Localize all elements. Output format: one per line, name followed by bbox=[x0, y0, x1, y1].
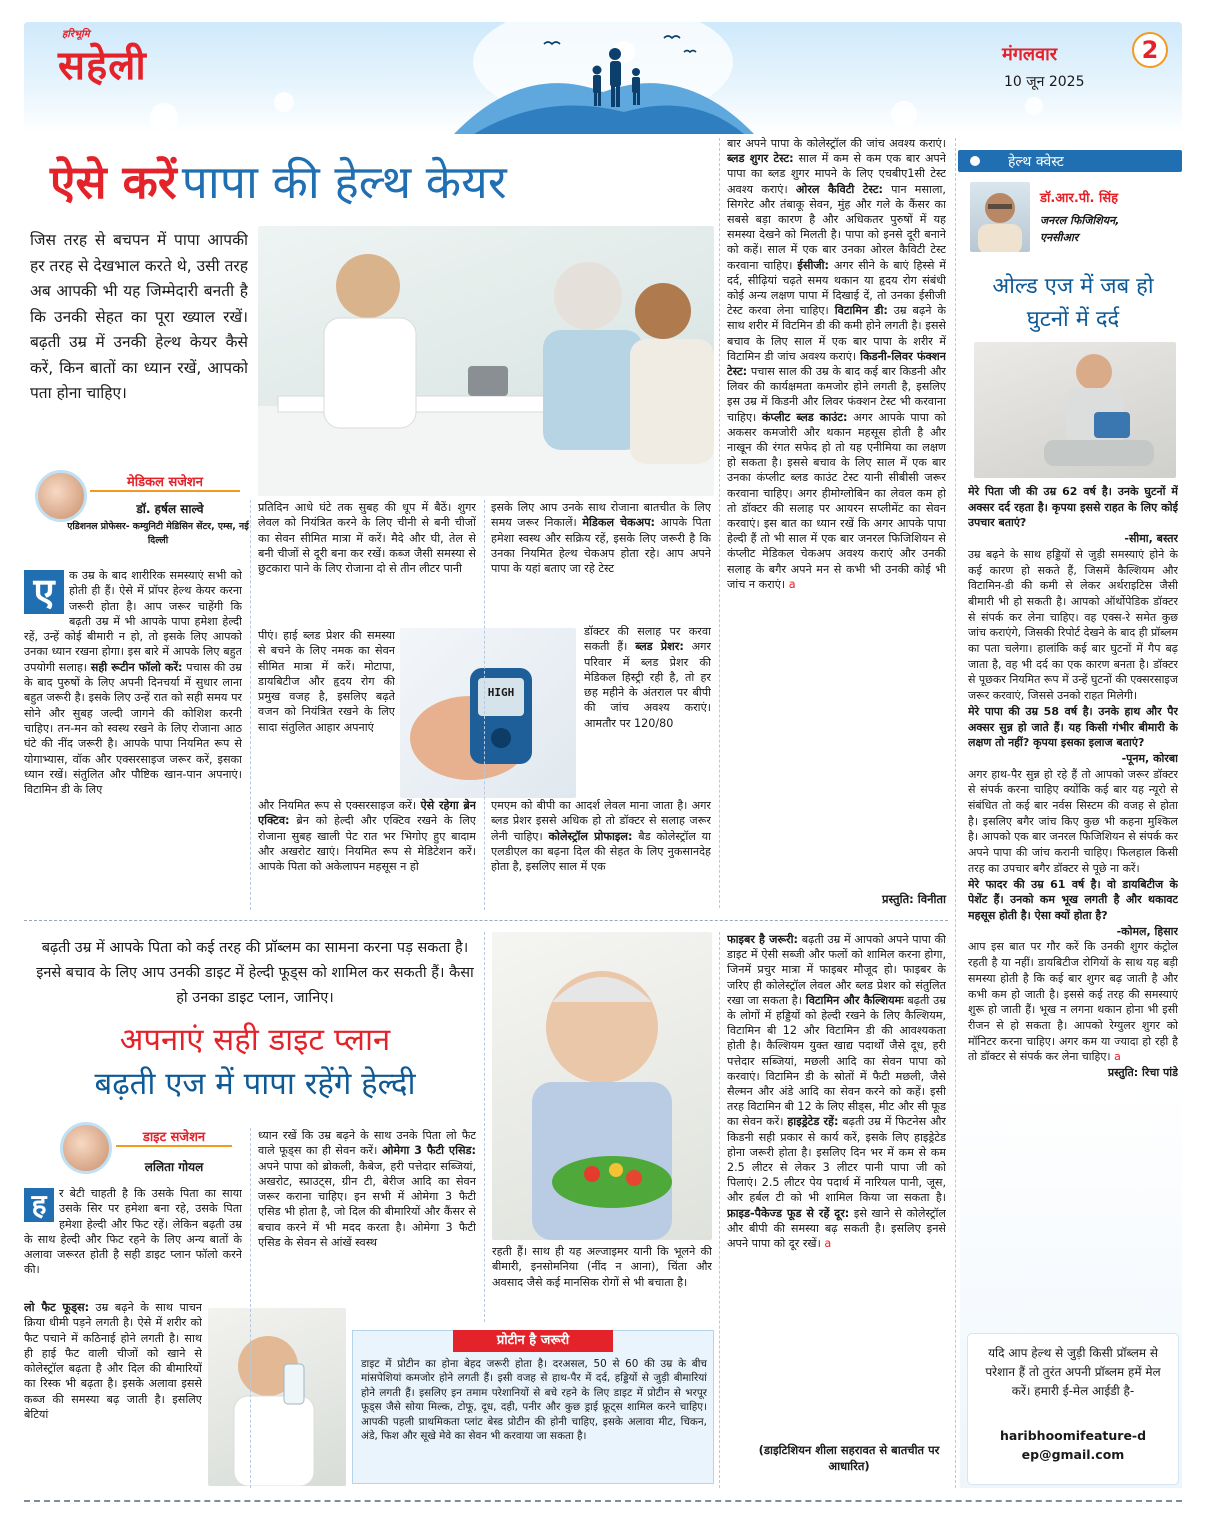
a2: अगर हाथ-पैर सुन्न हो रहे हैं तो आपको जरूर डॉक्टर से संपर्क करना चाहिए क्योंकि कई बार यह न्यूरो से संबंधित तो कई बार नर्वस सिस्टम की वजह से होता है। इसलिए बगैर जांच किए कुछ भी कहना मुश्किल है। आपको एक बार जनरल फिजिशियन से संपर्क कर अपने पापा की जांच करानी चाहिए। फिलहाल किसी तरह का उपचार बगैर डॉक्टर से पूछे ना करें। bbox=[968, 767, 1178, 875]
q1-by: -सीमा, बस्तर bbox=[1124, 532, 1178, 546]
doctor-title: जनरल फिजिशियन, एनसीआर bbox=[1040, 214, 1120, 244]
article1-col2-top-text: प्रतिदिन आधे घंटे तक सुबह की धूप में बैठें। शुगर लेवल को नियंत्रित करने के लिए चीनी से बनी चीजों का सेवन सीमित मात्रा में करें। मैदे और घी, तेल से बनी चीजों से दूरी बना कर रखें। कब्ज जैसी समस्या से छुटकारा पाने के लिए रोजाना दो से तीन लीटर पानी bbox=[258, 501, 476, 576]
q3: मेरे फादर की उम्र 61 वर्ष है। वो डायबिटीज के पेशेंट हैं। उनको कम भूख लगती है और थकावट महसूस होती है। ऐसा क्यों होता है? bbox=[968, 877, 1178, 922]
glucose-reading: HIGH bbox=[487, 686, 515, 699]
header-date: 10 जून 2025 bbox=[1004, 74, 1085, 90]
article2-col4-h2: विटामिन और कैल्शियमः bbox=[805, 993, 904, 1007]
protein-box bbox=[352, 1330, 714, 1484]
article1-col4-p5: पचास साल की उम्र के बाद कई बार किडनी और लिवर की कार्यक्षमता कमजोर होने लगती है, इसलिए इस उम्र में किडनी और लिवर फंक्शन टेस्ट भी करवाना चाहिए। bbox=[727, 365, 946, 424]
article2-col1-h1: लो फैट फूड्स: bbox=[24, 1301, 90, 1314]
sidebar-credit: प्रस्तुति: रिचा पांडे bbox=[1107, 1066, 1178, 1080]
article1-title bbox=[50, 150, 710, 220]
article2-col4-h1: फाइबर है जरूरी: bbox=[727, 933, 799, 946]
article1-col4-p1: साल में कम से कम एक बार अपने पापा का ब्लड शुगर मापने के लिए एचबीए1सी टेस्ट अवश्य कराएं। bbox=[727, 152, 946, 196]
article2-col4-h4: फ्राइड-पैकेज्ड फूड से रहें दूर: bbox=[727, 1206, 850, 1220]
page-number: 2 bbox=[1132, 32, 1168, 68]
a3: आप इस बात पर गौर करें कि उनकी शुगर कंट्रोल रहती है या नहीं। डायबिटीज रोगियों के साथ यह बड़ी समस्या होती है कि कई बार शुगर बढ़ जाती है और कभी कम हो जाती है। इससे कई तरह की समस्याएं शुरू हो जाती हैं। भूख न लगना थकान होना भी इसी रीजन से हो सकता है। आपको रेग्युलर शुगर को मॉनिटर करना चाहिए। अगर कम या ज्यादा हो रही है तो डॉक्टर से संपर्क कर लेना चाहिए। bbox=[968, 940, 1178, 1064]
sidebar-section-title: हेल्थ क्वेस्ट bbox=[1008, 154, 1064, 170]
article1-col3-h2: ब्लड प्रेशर: bbox=[635, 640, 684, 654]
sidebar-end-mark: a bbox=[1114, 1050, 1121, 1064]
mail-box bbox=[968, 1334, 1178, 1484]
medical-expert-title: एडिशनल प्रोफेसर- कम्युनिटी मेडिसिन सेंटर, एम्स, नई दिल्ली bbox=[67, 521, 249, 546]
article1-end-mark: a bbox=[788, 577, 796, 591]
diet-expert-tag: डाइट सजेशन bbox=[116, 1127, 232, 1147]
header-banner bbox=[24, 22, 1182, 134]
article2-title1: अपनाएं सही डाइट प्लान bbox=[119, 1022, 391, 1058]
article1-col3-p1: आपके पिता हमेशा स्वस्थ और सक्रिय रहें, इसके लिए जरूरी है कि उनका नियमित हेल्थ चेकअप होता रहे। आप अपने पापा के यहां बताए जा रहे टेस्ट bbox=[491, 516, 711, 576]
article1-col4-p2: पान मसाला, सिगरेट और तंबाकू सेवन, मुंह और गले के कैंसर का सबसे बड़ा कारण है और अधिकतर पुरुषों में यह समस्या देखने को मिलती है। पापा को इनसे दूरी बनाने को कहें। साल में एक बार उनका ओरल कैविटी टेस्ट करवाना चाहिए। bbox=[727, 182, 946, 272]
article1-col2-bot bbox=[258, 798, 476, 910]
article1-col1-h1: सही रूटीन फॉलो करें: bbox=[90, 660, 183, 674]
article1-title-a: ऐसे करें bbox=[50, 155, 177, 209]
knee-pain-photo bbox=[974, 342, 1176, 478]
protein-text: डाइट में प्रोटीन का होना बेहद जरूरी होता है। दरअसल, 50 से 60 की उम्र के बीच मांसपेशियां कमजोर होने लगती हैं। इसी वजह से हाथ-पैर में दर्द, हड्डियों से जुड़ी बीमारियां होने लगती हैं। इसलिए इन तमाम परेशानियों से बचे रहने के लिए डाइट में प्रोटीन से भरपूर फूड्स जैसे सोया मिल्क, टोफू, दूध, दही, पनीर और कुछ ड्राई फ्रूट्स शामिल करने चाहिए। आपकी पहली प्राथमिकता प्लांट बेस्ड प्रोटीन की होनी चाहिए, इसके अलावा मीट, चिकन, अंडे, फिश और सूखे मेवे का सेवन भी करवाया जा सकता है। bbox=[361, 1358, 707, 1443]
article1-col1-text: क उम्र के बाद शारीरिक समस्याएं सभी को होती ही हैं। ऐसे में प्रॉपर हेल्थ केयर करना जरूरी होता है। आप जरूर चाहेंगी कि बढ़ती उम्र में भी आपके पापा हमेशा हेल्दी रहें, उन्हें कोई बीमारी न हो, तो इसके लिए आपको उनका ध्यान रखना होगा। इस बारे में आपके लिए बहुत उपयोगी सलाह। bbox=[24, 569, 242, 674]
article2-col2 bbox=[258, 1128, 476, 1312]
article2-col4-h3: हाइड्रेटेड रहें: bbox=[787, 1115, 839, 1129]
article1-intro: जिस तरह से बचपन में पापा आपकी हर तरह से देखभाल करते थे, उसी तरह अब आपकी भी यह जिम्मेदारी बनती है कि उनकी सेहत का पूरा ख्याल रखें। बढ़ती उम्र में उनकी हेल्थ केयर कैसे करें, किन बातों का ध्यान रखें, आपको पता होना चाहिए। bbox=[30, 231, 248, 402]
article2-col1-text: र बेटी चाहती है कि उसके पिता का साया उसके सिर पर हमेशा बना रहे, उसके पिता हमेशा हेल्दी और फिट रहें। लेकिन बढ़ती उम्र के साथ हेल्दी और फिट रहने के लिए अन्य बातों के अलावा जरूरत होती है सही डाइट प्लान फॉलो करने की। bbox=[24, 1187, 242, 1277]
glucose-meter-photo bbox=[400, 628, 576, 798]
article1-col4-h4: विटामिन डी: bbox=[834, 304, 888, 318]
email-address[interactable]: haribhoomifeature-dep@gmail.com bbox=[999, 1428, 1147, 1462]
article1-col4-p4: उम्र बढ़ने के साथ शरीर में विटमिन डी की कमी होने लगती है। इससे बचाव के लिए साल में एक बार पापा के शरीर में विटामिन डी जांच अवश्य कराएं। bbox=[727, 304, 946, 363]
article1-col3-bot bbox=[491, 798, 711, 910]
doctor-name: डॉ.आर.पी. सिंह bbox=[1040, 191, 1119, 206]
article1-col4 bbox=[727, 136, 946, 888]
article1-col4-p6: अगर आपके पापा को अकसर कमजोरी और थकान महसूस होती है और नाखून की रंगत सफेद हो तो यह एनीमिया का लक्षण हो सकता है। इससे बचाव के लिए साल में एक बार उनका कंप्लीट ब्लड काउंट टेस्ट यानी सीबीसी जरूर करवाना चाहिए। अगर हीमोग्लोबिन का लेवल कम हो तो डॉक्टर की सलाह पर आयरन सप्लीमेंट का सेवन करवाएं। bbox=[727, 410, 946, 531]
article1-col2-mid-text: पीएं। हाई ब्लड प्रेशर की समस्या से बचने के लिए नमक का सेवन सीमित मात्रा में करें। मोटापा, डायबिटीज और हृदय रोग की प्रमुख वजह है, इसलिए बढ़ते वजन को नियंत्रित रखने के लिए सादा संतुलित आहार अपनाएं bbox=[258, 629, 395, 734]
article2-col1-b bbox=[24, 1300, 202, 1488]
article2-intro: बढ़ती उम्र में आपके पिता को कई तरह की प्रॉब्लम का सामना करना पड़ सकता है। इनसे बचाव के लिए आप उनकी डाइट में हेल्दी फूड्स को शामिल कर सकती हैं। कैसा हो उनका डाइट प्लान, जानिए। bbox=[36, 940, 474, 1006]
article2-col4-p4: इसे खाने से कोलेस्ट्रॉल और बीपी की समस्या बढ़ सकती है। इसलिए इनसे अपने पापा को दूर रखें। bbox=[727, 1206, 946, 1251]
article1-col2-bot-text: और नियमित रूप से एक्सरसाइज करें। bbox=[258, 799, 417, 812]
article2-credit: (डाइटिशियन शीला सहरावत से बातचीत पर आधारित) bbox=[758, 1443, 940, 1473]
article1-col3-h1: मेडिकल चेकअप: bbox=[582, 516, 656, 530]
article2-col4-p1: बढ़ती उम्र में आपको अपने पापा की डाइट में ऐसी सब्जी और फलों को शामिल करना होगा, जिनमें प्रचुर मात्रा में फाइबर मौजूद हो। फाइबर के जरिए ही कोलेस्ट्रॉल लेवल और ब्लड प्रेशर को संतुलित रखा जा सकता है। bbox=[727, 933, 946, 1007]
a1: उम्र बढ़ने के साथ हड्डियों से जुड़ी समस्याएं होने के कई कारण हो सकते हैं, जिसमें कैल्शियम और विटामिन-डी की कमी से लेकर अर्थराइटिस जैसी बीमारी भी हो सकती है। आपको ऑर्थोपेडिक डॉक्टर से संपर्क कर लेना चाहिए। वह एक्स-रे समेत कुछ जांच कराएंगे, जिसकी रिपोर्ट देखने के बाद ही प्रॉब्लम का पता चलेगा। हालांकि कई बार घुटनों में गैप बढ़ जाता है, वह भी दर्द का एक कारण बनता है। डॉक्टर से पूछकर नियमित रूप में उन्हें घुटनों की एक्सरसाइज जरूर करवाएं, जिससे उनको राहत मिलेगी। bbox=[968, 547, 1178, 703]
elderly-man-eating-photo bbox=[492, 932, 712, 1240]
article1-dropcap: ए bbox=[24, 570, 64, 614]
medical-expert-name: डॉ. हर्षल साल्वे bbox=[136, 502, 204, 516]
article2-title2: बढ़ती एज में पापा रहेंगे हेल्दी bbox=[94, 1066, 416, 1102]
article2-col3-text: रहती हैं। साथ ही यह अल्जाइमर यानी कि भूलने की बीमारी, इनसोमनिया (नींद न आना), चिंता और अवसाद जैसे कई मानसिक रोगों से भी बचाता है। bbox=[492, 1245, 712, 1289]
article1-col4-h3: ईसीजी: bbox=[797, 258, 830, 272]
diet-avatar bbox=[60, 1122, 112, 1174]
article2-col2-p1: अपने पापा को ब्रोकली, कैबेज, हरी पत्तेदार सब्जियां, अखरोट, स्प्राउट्स, ग्रीन टी, बेरीज आदि का सेवन जरूर कराना चाहिए। इन सभी में ओमेगा 3 फैटी एसिड भी होता है, जो दिल की बीमारियों और कैंसर से बचाव करने में भी मदद करता है। ओमेगा 3 फैटी एसिड के सेवन से आंखें स्वस्थ bbox=[258, 1159, 476, 1250]
article1-col3-top-text: इसके लिए आप उनके साथ रोजाना बातचीत के लिए समय जरूर निकालें। bbox=[491, 501, 711, 530]
article2-col2-text: ध्यान रखें कि उम्र बढ़ने के साथ उनके पिता लो फैट वाले फूड्स का ही सेवन करें। bbox=[258, 1129, 476, 1158]
article2-col2-h1: ओमेगा 3 फैटी एसिड: bbox=[381, 1144, 476, 1158]
article1-col4-h6: कंप्लीट ब्लड काउंट: bbox=[761, 410, 848, 424]
article2-end-mark: a bbox=[824, 1237, 832, 1251]
article1-col4-p3: अगर सीने के बाएं हिस्से में दर्द, सीढ़ियां चढ़ते समय थकान या हृदय रोग संबंधी कोई अन्य लक्षण पापा में दिखाई दें, तो उनका ईसीजी टेस्ट करवा लेना चाहिए। bbox=[727, 258, 946, 318]
article1-col4-top: बार अपने पापा के कोलेस्ट्रॉल की जांच अवश्य कराएं। bbox=[727, 137, 946, 150]
article1-col4-p7: इस बात का ध्यान रखें कि अगर आपके पापा हेल्दी हैं तो भी साल में एक बार जनरल फिजिशियन से कंप्लीट मेडिकल चेकअप अवश्य कराएं और उनकी सलाह के बगैर अपने मन से कभी भी उनकी कोई भी जांच न कराएं। bbox=[727, 517, 946, 591]
article1-col2-h1: ऐसे रहेगा ब्रेन एक्टिव: bbox=[258, 799, 476, 828]
article1-col2-top bbox=[258, 500, 476, 624]
article1-col3-right bbox=[584, 624, 711, 796]
article1-col2-mid bbox=[258, 628, 395, 796]
sidebar-title: ओल्ड एज में जब हो घुटनों में दर्द bbox=[992, 274, 1154, 332]
article1-col3-h3: कोलेस्ट्रॉल प्रोफाइल: bbox=[548, 829, 633, 843]
article1-title-b: पापा की हेल्थ केयर bbox=[181, 155, 507, 209]
article2-col3 bbox=[492, 1244, 712, 1316]
doctor-consultation-photo bbox=[258, 226, 714, 496]
article2-col4-p2: बढ़ती उम्र के लोगों में हड्डियों को हेल्दी रखने के लिए कैल्शियम, विटामिन बी 12 और विटामिन डी की आवश्यकता होती है। कैल्शियम युक्त खाद्य पदार्थों जैसे दूध, हरी पत्तेदार सब्जियां, मछली आदि का सेवन पापा को करवाएं। विटामिन डी के स्रोतों में फैटी मछली, जैसे सैल्मन और अंडे आदि का सेवन करने को कहें। इसी तरह विटामिन बी 12 के लिए सीड्स, मीट और सी फूड का सेवन करें। bbox=[727, 993, 946, 1129]
diet-expert-name: ललिता गोयल bbox=[144, 1160, 204, 1174]
article1-col4-h2: ओरल कैविटी टेस्ट: bbox=[795, 182, 883, 196]
mail-text: यदि आप हेल्थ से जुड़ी किसी प्रॉब्लम से परेशान हैं तो तुरंत अपनी प्रॉब्लम हमें मेल करें। हमारी ई-मेल आईडी है- bbox=[985, 1346, 1161, 1398]
article2-col1-p1: उम्र बढ़ने के साथ पाचन क्रिया धीमी पड़ने लगती है। ऐसे में शरीर को फैट पचाने में कठिनाई होने लगती है। साथ ही हाई फैट वाली चीजों को खाने से कोलेस्ट्रॉल बढ़ता है और दिल की बीमारियों का रिस्क भी बढ़ता है। इसके अलावा इससे कब्ज की समस्या बढ़ जाती है। इसलिए बेटियां bbox=[24, 1301, 202, 1422]
man-drinking-water-photo bbox=[208, 1308, 346, 1486]
article2-dropcap: ह bbox=[24, 1188, 54, 1222]
q1: मेरे पिता जी की उम्र 62 वर्ष है। उनके घुटनों में अक्सर दर्द रहता है। कृपया इससे राहत के लिए कोई उपचार बताएं? bbox=[968, 485, 1178, 530]
article1-col3-bot-text: एमएम को बीपी का आदर्श लेवल माना जाता है। अगर ब्लड प्रेशर इससे अधिक हो तो डॉक्टर से सलाह जरूर लेनी चाहिए। bbox=[491, 799, 711, 843]
article2-col1 bbox=[24, 1186, 242, 1286]
article1-col4-h5: किडनी-लिवर फंक्शन टेस्ट: bbox=[727, 349, 946, 379]
brand-small: हरिभूमि bbox=[62, 29, 90, 40]
article1-col3-p3: बैड कोलेस्ट्रॉल या एलडीएल का बढ़ना दिल की सेहत के लिए नुकसानदेह होता है, इसलिए साल में एक bbox=[491, 829, 711, 874]
brand-logo: सहेली bbox=[58, 42, 147, 89]
protein-title: प्रोटीन है जरूरी bbox=[453, 1330, 613, 1352]
medical-expert-tag: मेडिकल सजेशन bbox=[90, 472, 240, 492]
doctor-portrait bbox=[970, 182, 1030, 252]
article1-col1 bbox=[24, 568, 242, 908]
article1-col3-p2: अगर परिवार में ब्लड प्रेशर की मेडिकल हिस्ट्री रही है, तो हर छह महीने के अंतराल पर बीपी की जांच अवश्य कराएं। आमतौर पर 120/80 bbox=[584, 640, 711, 730]
article1-col3-right-text: डॉक्टर की सलाह पर करवा सकती हैं। bbox=[584, 625, 711, 654]
article1-col4-h1: ब्लड शुगर टेस्ट: bbox=[727, 152, 794, 166]
article2-col4-p3: बढ़ती उम्र में फिटनेस और किडनी सही प्रकार से कार्य करें, इसके लिए हाइड्रेटेड होना जरूरी होता है। इसलिए दिन भर में कम से कम 2.5 लीटर से लेकर 3 लीटर पानी पापा जी को पिलाएं। 2.5 लीटर पेय पदार्थ में नारियल पानी, जूस, और हर्बल टी को भी शामिल किया जा सकता है। bbox=[727, 1115, 946, 1205]
bullet-icon bbox=[970, 156, 980, 166]
article1-credit: प्रस्तुति: विनीता bbox=[882, 892, 946, 906]
medical-avatar bbox=[35, 470, 87, 522]
header-day: मंगलवार bbox=[1002, 44, 1058, 65]
article1-col2-p1: ब्रेन को हेल्दी और एक्टिव रखने के लिए रोजाना सुबह खाली पेट रात भर भिगोए हुए बादाम और अखरोट खाएं। नियमित रूप से मेडिटेशन करें। आपके पिता को अकेलापन महसूस न हो bbox=[258, 814, 476, 874]
q3-by: -कोमल, हिसार bbox=[1116, 924, 1178, 938]
q2-by: -पूनम, कोरबा bbox=[1121, 751, 1178, 765]
sidebar-section-bar bbox=[958, 150, 1182, 172]
article2-col4 bbox=[727, 932, 946, 1440]
article1-col3-top bbox=[491, 500, 711, 624]
q2: मेरे पापा की उम्र 58 वर्ष है। उनके हाथ और पैर अक्सर सुन्न हो जाते हैं। यह किसी गंभीर बीमारी के लक्षण तो नहीं? कृपया इसका इलाज बताएं? bbox=[968, 704, 1178, 750]
article1-col1-p1: पचास की उम्र के बाद पुरुषों के लिए अपनी दिनचर्या में सुधार लाना बहुत जरूरी है। इसके लिए उन्हें रात को सही समय पर सोने और सुबह जल्दी जागने की कोशिश करनी चाहिए। तन-मन को स्वस्थ रखने के लिए रोजाना आठ घंटे की नींद जरूरी है। आपके पापा नियमित रूप से योगाभ्यास, वॉक और एक्सरसाइज जरूर करें, इसका ध्यान रखें। संतुलित और पौष्टिक खान-पान अपनाएं। विटामिन डी के लिए bbox=[24, 660, 242, 797]
sidebar-qa bbox=[968, 484, 1178, 1334]
